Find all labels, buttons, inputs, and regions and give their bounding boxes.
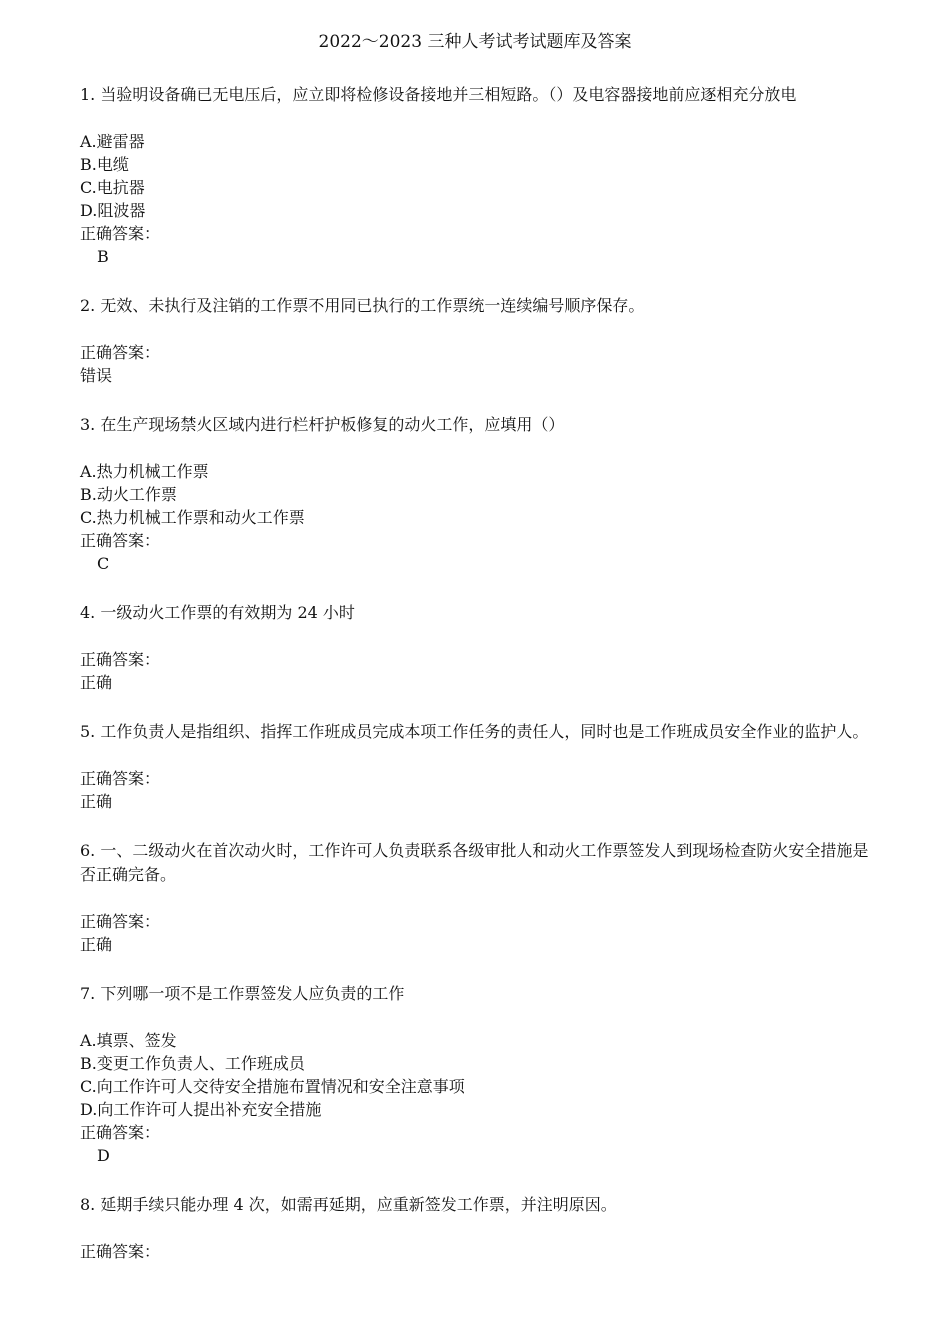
- answer-label: 正确答案：: [80, 531, 161, 550]
- question-item: [80, 413, 870, 601]
- option-item: B.动火工作票: [80, 485, 177, 504]
- answer-value: 正确: [80, 673, 113, 692]
- option-item: B.变更工作负责人、工作班成员: [80, 1054, 305, 1073]
- option-item: A.填票、签发: [80, 1031, 177, 1050]
- option-item: A.热力机械工作票: [80, 462, 209, 481]
- option-item: A.避雷器: [80, 132, 145, 151]
- stem-spacer: [80, 625, 870, 648]
- option-list: [80, 130, 870, 222]
- answer-label: 正确答案：: [80, 224, 161, 243]
- question-item: [80, 839, 870, 982]
- answer-value: D: [97, 1146, 110, 1165]
- answer-value: B: [97, 247, 109, 266]
- option-item: C.热力机械工作票和动火工作票: [80, 508, 305, 527]
- stem-spacer: [80, 437, 870, 460]
- question-stem: 7. 下列哪一项不是工作票签发人应负责的工作: [80, 984, 405, 1003]
- stem-spacer: [80, 1006, 870, 1029]
- question-item: [80, 294, 870, 413]
- option-item: C.电抗器: [80, 178, 145, 197]
- question-stem: 8. 延期手续只能办理 4 次，如需再延期，应重新签发工作票，并注明原因。: [80, 1195, 617, 1214]
- answer-label: 正确答案：: [80, 343, 161, 362]
- page-title: 2022～2023 三种人考试考试题库及答案: [318, 32, 632, 52]
- option-item: B.电缆: [80, 155, 129, 174]
- question-spacer: [80, 813, 870, 839]
- option-list: [80, 1029, 870, 1121]
- question-spacer: [80, 387, 870, 413]
- question-stem: 3. 在生产现场禁火区域内进行栏杆护板修复的动火工作，应填用（）: [80, 415, 565, 434]
- document-page: [80, 30, 870, 1289]
- question-stem: 1. 当验明设备确已无电压后，应立即将检修设备接地并三相短路。（）及电容器接地前应逐相充分放电: [80, 85, 797, 104]
- question-stem: 4. 一级动火工作票的有效期为 24 小时: [80, 603, 355, 622]
- question-spacer: [80, 1263, 870, 1289]
- answer-label: 正确答案：: [80, 650, 161, 669]
- question-spacer: [80, 575, 870, 601]
- answer-value: 正确: [80, 935, 113, 954]
- question-spacer: [80, 268, 870, 294]
- option-item: D.向工作许可人提出补充安全措施: [80, 1100, 322, 1119]
- question-item: [80, 720, 870, 839]
- question-spacer: [80, 956, 870, 982]
- stem-spacer: [80, 318, 870, 341]
- stem-spacer: [80, 744, 870, 767]
- question-stem: 6. 一、二级动火在首次动火时，工作许可人负责联系各级审批人和动火工作票签发人到现场检查防火安全措施是否正确完备。: [80, 841, 869, 884]
- question-stem: 2. 无效、未执行及注销的工作票不用同已执行的工作票统一连续编号顺序保存。: [80, 296, 645, 315]
- question-item: [80, 601, 870, 720]
- stem-spacer: [80, 1217, 870, 1240]
- question-item: [80, 982, 870, 1193]
- question-list: [80, 83, 870, 1289]
- answer-label: 正确答案：: [80, 1123, 161, 1142]
- answer-value: 正确: [80, 792, 113, 811]
- question-item: [80, 83, 870, 294]
- answer-value: C: [97, 554, 110, 573]
- stem-spacer: [80, 887, 870, 910]
- option-list: [80, 460, 870, 529]
- question-spacer: [80, 694, 870, 720]
- option-item: C.向工作许可人交待安全措施布置情况和安全注意事项: [80, 1077, 465, 1096]
- answer-label: 正确答案：: [80, 912, 161, 931]
- stem-spacer: [80, 107, 870, 130]
- question-spacer: [80, 1167, 870, 1193]
- question-stem: 5. 工作负责人是指组织、指挥工作班成员完成本项工作任务的责任人，同时也是工作班成员安全作业的监护人。: [80, 722, 869, 741]
- question-item: [80, 1193, 870, 1289]
- answer-label: 正确答案：: [80, 769, 161, 788]
- answer-value: 错误: [80, 366, 113, 385]
- option-item: D.阻波器: [80, 201, 146, 220]
- answer-label: 正确答案：: [80, 1242, 161, 1261]
